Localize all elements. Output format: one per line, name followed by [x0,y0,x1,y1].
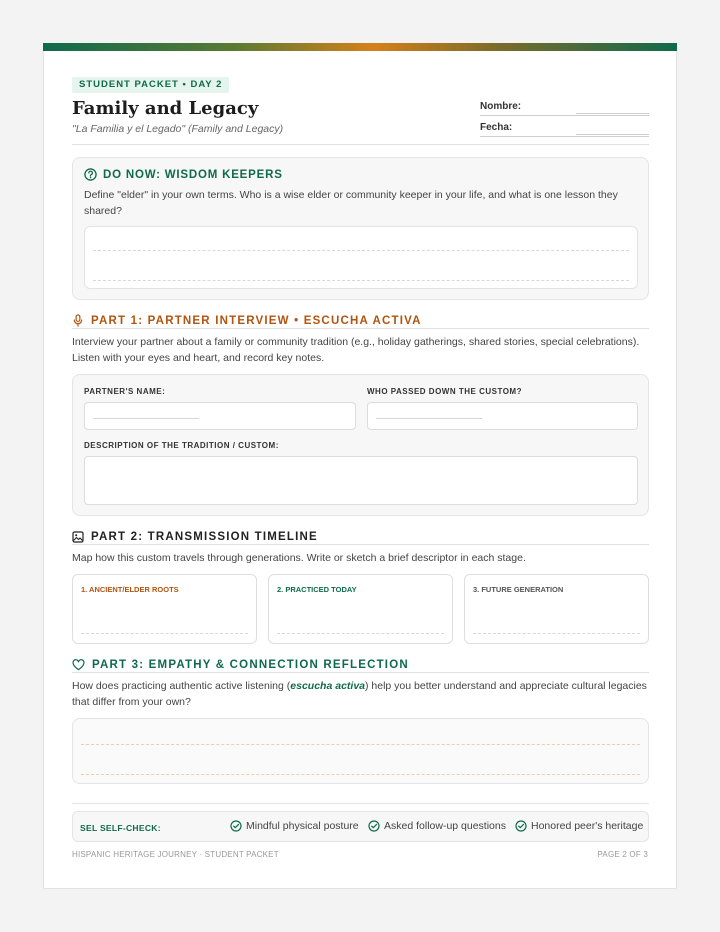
check-follow-up[interactable] [368,820,506,832]
worksheet-page [43,43,677,889]
self-check-bar [72,811,649,842]
part3-question [72,678,649,710]
question-term: escucha activa [290,680,365,692]
timeline-stage-3[interactable] [464,574,649,644]
check-item-label: Asked follow-up questions [384,820,506,832]
answer-line [93,280,629,281]
do-now-title: DO NOW: WISDOM KEEPERS [103,168,283,181]
date-line [576,134,649,135]
date-label: Fecha: [480,122,513,133]
self-check-label: SEL SELF-CHECK: [80,823,161,833]
check-posture[interactable] [230,820,359,832]
question-circle-icon [84,168,97,181]
header-divider [72,144,649,145]
part2-heading [72,529,649,545]
part3-title: PART 3: EMPATHY & CONNECTION REFLECTION [92,658,409,671]
packet-tag: STUDENT PACKET • DAY 2 [72,77,229,93]
check-circle-icon [368,820,380,832]
image-icon [72,531,84,543]
description-input[interactable] [84,456,638,505]
name-line [576,113,649,114]
stage-line [473,633,640,634]
reflection-line [81,744,640,745]
heart-icon [72,659,85,671]
description-label: DESCRIPTION OF THE TRADITION / CUSTOM: [84,441,279,450]
stage-label: 2. PRACTICED TODAY [277,585,357,594]
partner-name-input[interactable] [84,402,356,430]
passed-down-label: WHO PASSED DOWN THE CUSTOM? [367,387,522,396]
part1-title: PART 1: PARTNER INTERVIEW • ESCUCHA ACTIVA [91,314,422,327]
part1-heading [72,313,649,329]
timeline-stage-1[interactable] [72,574,257,644]
part2-title: PART 2: TRANSMISSION TIMELINE [91,530,318,543]
check-circle-icon [515,820,527,832]
check-circle-icon [230,820,242,832]
footer-page-number: PAGE 2 OF 3 [597,850,648,859]
do-now-answer-box[interactable] [84,226,638,289]
do-now-panel [72,157,649,300]
question-text: ) help you better understand and appreciate cultural legacies that differ from your own? [72,680,647,708]
footer-left: HISPANIC HERITAGE JOURNEY · STUDENT PACKET [72,850,279,859]
interview-panel [72,374,649,516]
do-now-heading [84,168,283,181]
input-underline [93,418,199,419]
reflection-line [81,774,640,775]
part1-instructions: Interview your partner about a family or community tradition (e.g., holiday gatherings, shared stories, special celebrations). Listen with your eyes and heart, and record key notes. [72,336,640,364]
timeline-stage-2[interactable] [268,574,453,644]
stage-line [277,633,444,634]
reflection-box[interactable] [72,718,649,784]
check-heritage[interactable] [515,820,643,832]
answer-line [93,250,629,251]
name-field[interactable] [480,96,649,116]
passed-down-input[interactable] [367,402,638,430]
stage-label: 3. FUTURE GENERATION [473,585,564,594]
self-check-divider [72,803,649,804]
name-label: Nombre: [480,101,522,112]
check-item-label: Mindful physical posture [246,820,359,832]
partner-name-label: PARTNER'S NAME: [84,387,166,396]
page-subtitle: "La Familia y el Legado" (Family and Legacy) [72,123,284,135]
input-underline [376,418,482,419]
microphone-icon [72,314,84,327]
part3-heading [72,657,649,673]
date-field[interactable] [480,117,649,137]
do-now-prompt: Define "elder" in your own terms. Who is a wise elder or community keeper in your life, and what is one lesson they shared? [84,189,618,217]
page-title: Family and Legacy [72,98,259,119]
stage-label: 1. ANCIENT/ELDER ROOTS [81,585,179,594]
gradient-top-bar [43,43,677,51]
part2-instructions: Map how this custom travels through generations. Write or sketch a brief descriptor in each stage. [72,552,526,564]
stage-line [81,633,248,634]
check-item-label: Honored peer's heritage [531,820,644,832]
question-text: How does practicing authentic active listening ( [72,680,291,692]
